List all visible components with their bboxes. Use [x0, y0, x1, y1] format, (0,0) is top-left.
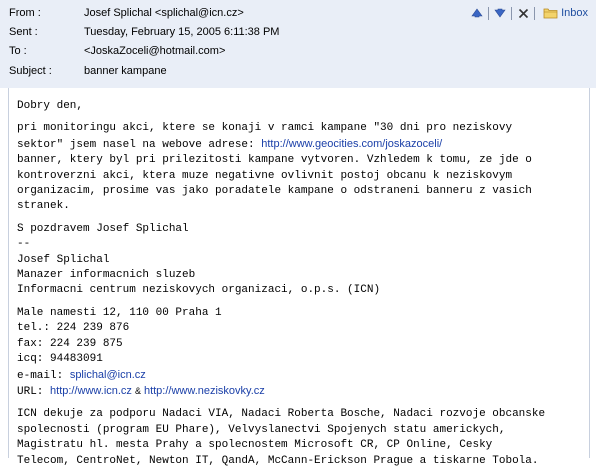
- message-header: [0, 0, 596, 88]
- body-line: banner, ktery byl pri prilezitosti kampane vytvoren. Vzhledem k tomu, ze jde o: [17, 154, 532, 167]
- icq-line: icq: 94483091: [17, 353, 103, 366]
- body-line: organizacim, prosime vas jako poradatele kampane o odstraneni banneru z vasich: [17, 185, 532, 198]
- to-label: To :: [9, 45, 27, 57]
- geocities-link[interactable]: http://www.geocities.com/joskazoceli/: [261, 137, 443, 150]
- signature-separator: --: [17, 238, 31, 251]
- neziskovky-link[interactable]: http://www.neziskovky.cz: [143, 384, 265, 397]
- subject-label: Subject :: [9, 65, 52, 77]
- toolbar-divider: [511, 7, 512, 20]
- sent-row: [0, 23, 596, 41]
- sent-label: Sent :: [9, 26, 38, 38]
- message-toolbar: [470, 4, 588, 22]
- url-line: [17, 384, 587, 400]
- up-arrow-icon[interactable]: [470, 6, 484, 20]
- url-ampersand: &: [134, 385, 141, 396]
- inbox-label: Inbox: [561, 7, 588, 19]
- from-label: From :: [9, 7, 41, 19]
- footer-line: ICN dekuje za podporu Nadaci VIA, Nadaci Roberta Bosche, Nadaci rozvoje obcanske: [17, 408, 546, 421]
- email-link[interactable]: splichal@icn.cz: [69, 368, 146, 381]
- body-line: stranek.: [17, 200, 70, 213]
- inbox-button[interactable]: [543, 7, 588, 19]
- to-value[interactable]: <JoskaZoceli@hotmail.com>: [84, 45, 226, 57]
- email-label: e-mail:: [17, 369, 70, 382]
- signature-line: Informacni centrum neziskovych organizaci, o.p.s. (ICN): [17, 284, 381, 297]
- signature-line: Manazer informacnich sluzeb: [17, 269, 196, 282]
- close-icon[interactable]: [516, 6, 530, 20]
- subject-row: [0, 62, 596, 80]
- toolbar-divider: [488, 7, 489, 20]
- from-value[interactable]: Josef Splichal <splichal@icn.cz>: [84, 7, 244, 19]
- sent-value: Tuesday, February 15, 2005 6:11:38 PM: [84, 26, 280, 38]
- footer-line: Telecom, CentroNet, Newton IT, QandA, McCann-Erickson Prague a tiskarne Tobola.: [17, 454, 539, 467]
- address-line: Male namesti 12, 110 00 Praha 1: [17, 306, 222, 319]
- signature-line: S pozdravem Josef Splichal: [17, 222, 189, 235]
- body-text: sektor" jsem nasel na webove adrese:: [17, 138, 262, 151]
- footer-line: spolecnosti (program EU Phare), Velvyslanectvi Spojenych statu americkych,: [17, 423, 506, 436]
- fax-line: fax: 224 239 875: [17, 337, 123, 350]
- down-arrow-icon[interactable]: [493, 6, 507, 20]
- folder-icon: [543, 7, 558, 19]
- subject-value: banner kampane: [84, 65, 167, 77]
- greeting-line: Dobry den,: [17, 100, 84, 112]
- email-line: [17, 368, 587, 384]
- footer-line: Magistratu hl. mesta Prahy a spolecnostem Microsoft CR, CP Online, Cesky: [17, 439, 493, 452]
- body-line: pri monitoringu akci, ktere se konaji v ramci kampane "30 dni pro neziskovy: [17, 122, 513, 135]
- toolbar-divider: [534, 7, 535, 20]
- url-label: URL:: [17, 385, 51, 398]
- message-body: [17, 99, 587, 476]
- tel-line: tel.: 224 239 876: [17, 322, 130, 335]
- body-line: [17, 137, 587, 153]
- signature-line: Josef Splichal: [17, 253, 110, 266]
- to-row: [0, 42, 596, 60]
- icn-link[interactable]: http://www.icn.cz: [50, 384, 132, 397]
- body-line: kontroverzni akci, ktera muze negativne ovlivnit postoj obcanu k neziskovym: [17, 169, 513, 182]
